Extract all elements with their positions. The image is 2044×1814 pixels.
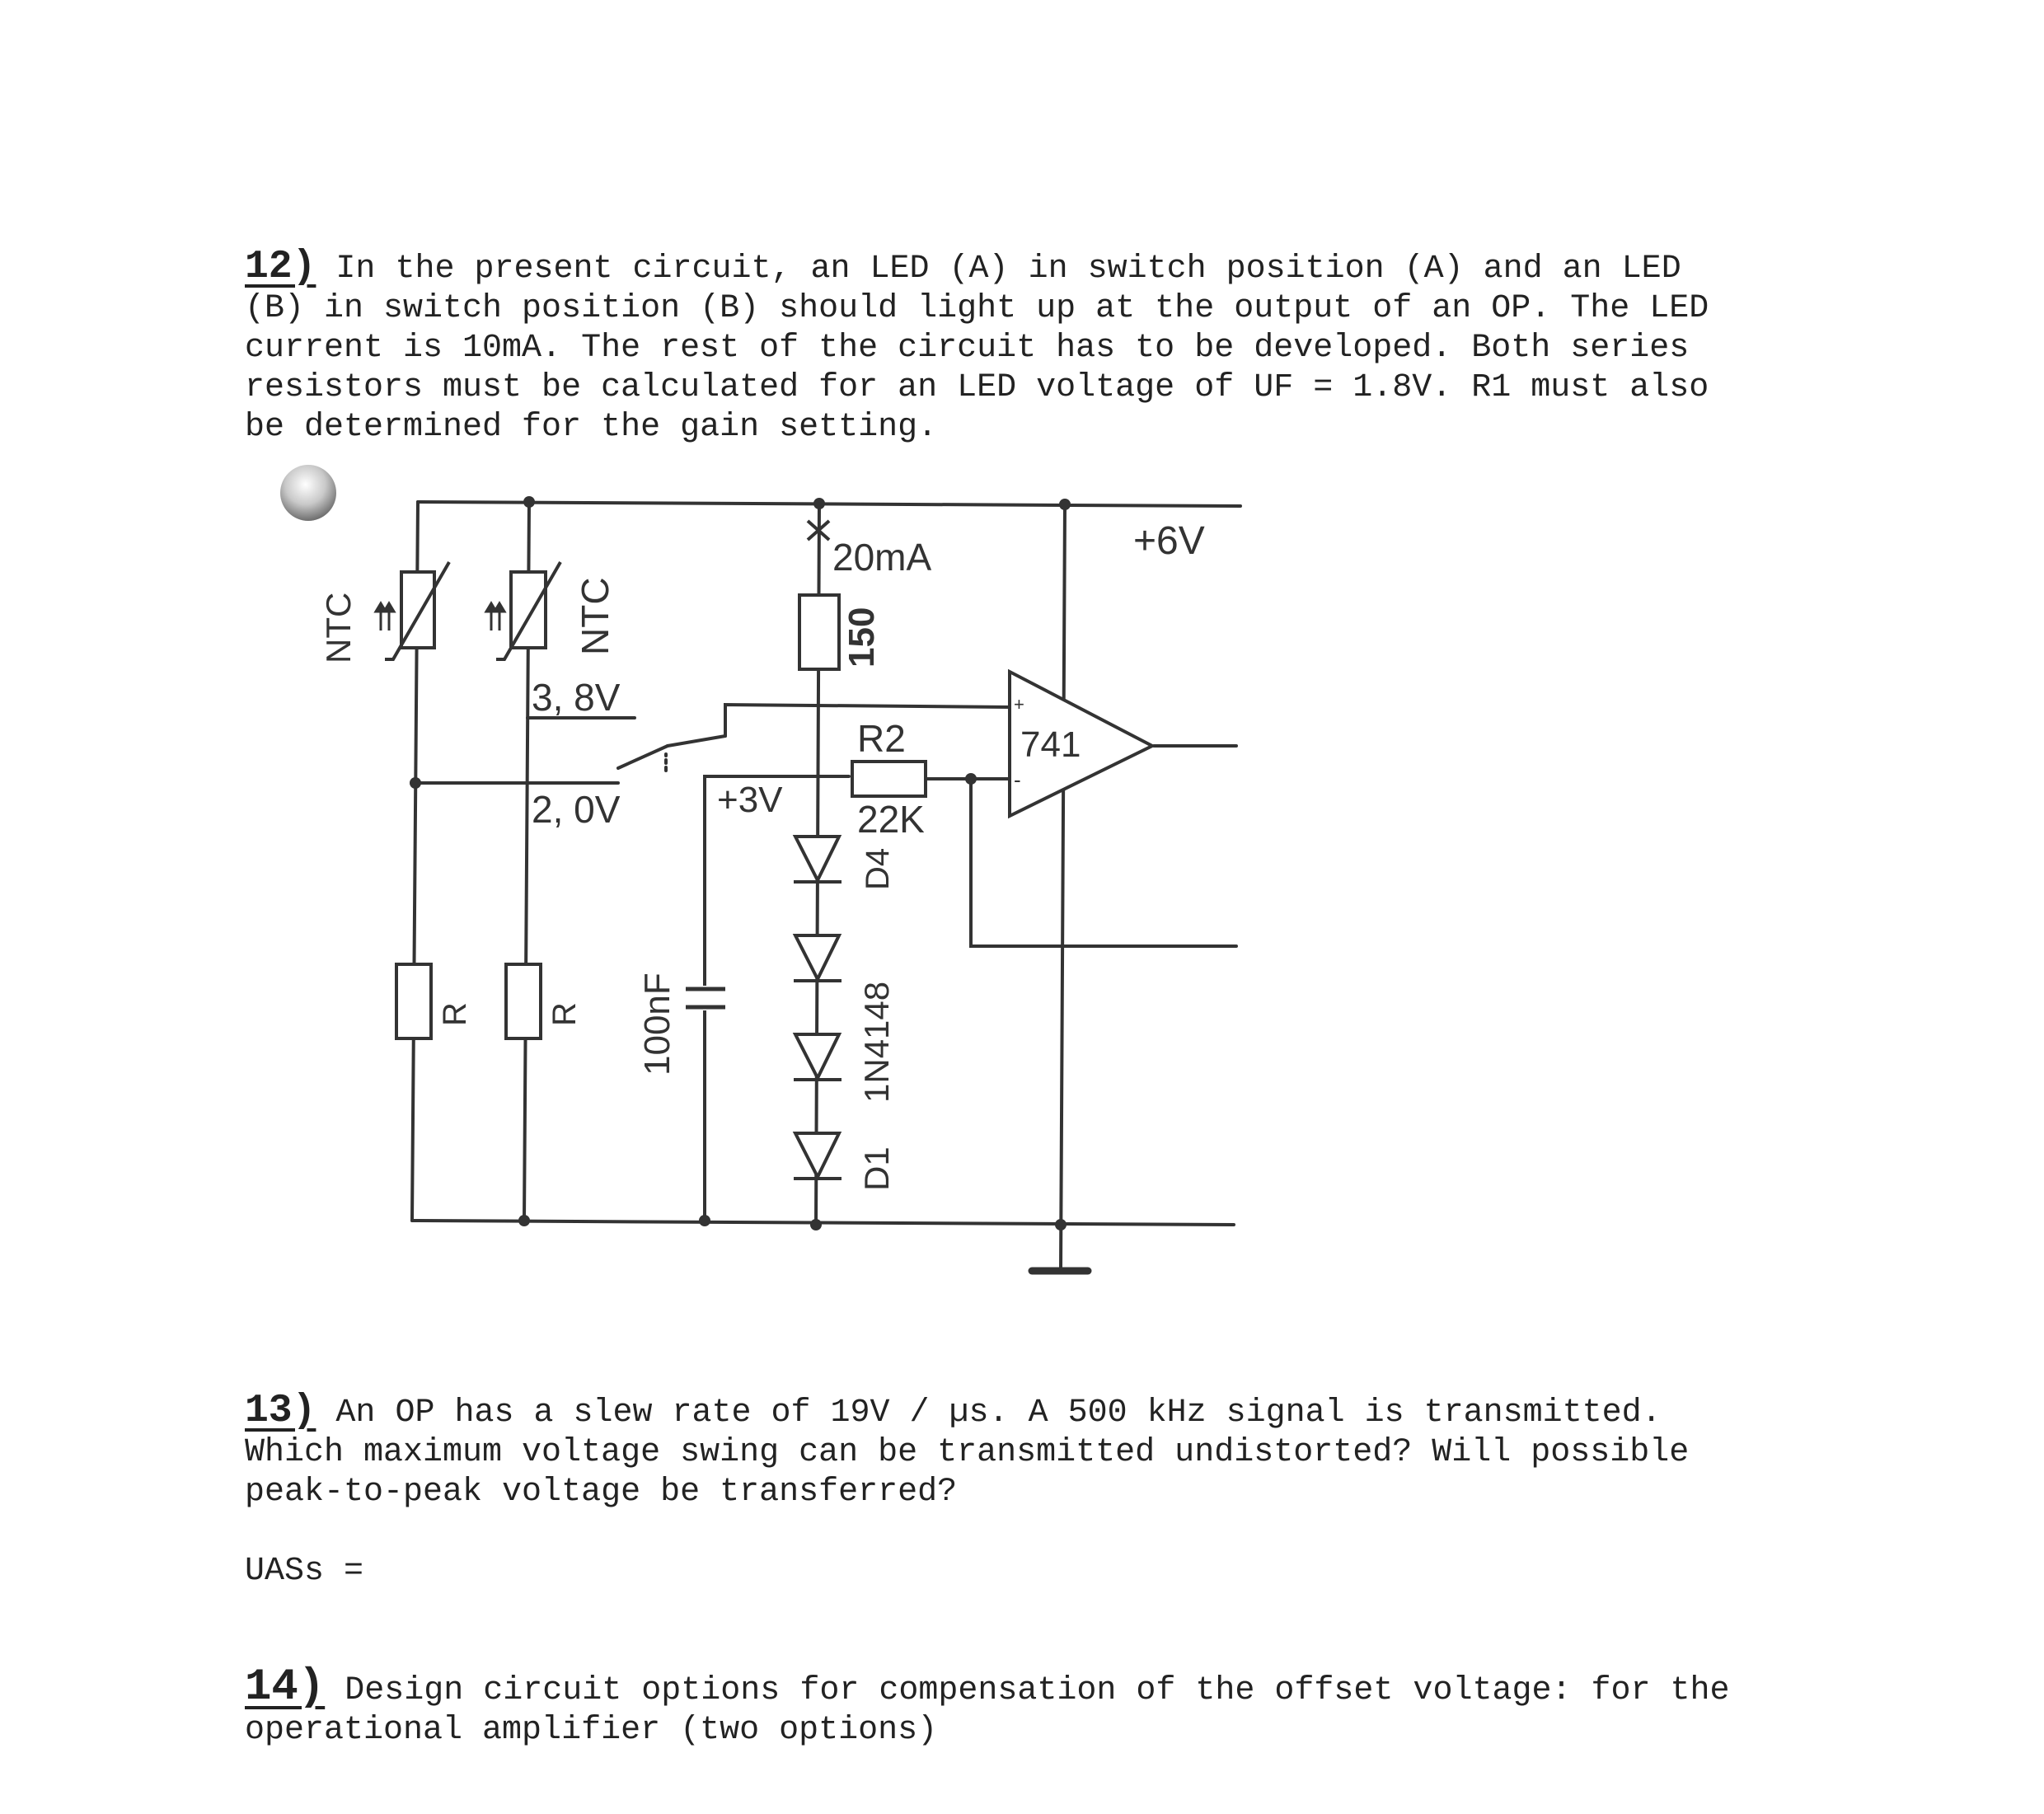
diode-d4 (794, 837, 842, 882)
question-13-line-3: peak-to-peak voltage be transferred? (245, 1474, 958, 1511)
junction-dot (810, 1219, 822, 1230)
switch-to-plus-wire (668, 736, 725, 746)
junction-dot (699, 1215, 710, 1226)
supply-vertical-wire (1061, 504, 1065, 1271)
bullet-ball-icon (280, 465, 336, 521)
resistor-r-right (506, 964, 541, 1038)
junction-dot (1059, 499, 1071, 510)
label-upper-voltage: 3, 8V (532, 676, 621, 719)
label-diode-d1: D1 (857, 1146, 896, 1191)
label-opamp-plus: + (1014, 694, 1024, 715)
question-13-line-1 (245, 1391, 1860, 1433)
light-arrow-icon (486, 603, 504, 630)
label-ntc-left: NTC (319, 592, 358, 663)
junction-dot (1055, 1219, 1067, 1230)
label-r-left: R (437, 1002, 473, 1026)
diode-d2 (794, 1034, 842, 1080)
label-reference-voltage: +3V (717, 780, 783, 820)
resistor-150 (799, 595, 839, 669)
question-13-line-2: Which maximum voltage swing can be transmitted undistorted? Will possible (245, 1434, 1690, 1471)
question-14-text-1: Design circuit options for compensation of the offset voltage: for the (325, 1672, 1730, 1709)
label-capacitor: 100nF (637, 973, 677, 1076)
junction-dot (523, 496, 535, 508)
question-12-line-2: (B) in switch position (B) should light up at the output of an OP. The LED (245, 290, 1709, 327)
diode-d3 (794, 935, 842, 981)
label-r2-value: 22K (857, 798, 925, 841)
circuit-diagram (239, 453, 1269, 1319)
question-14-line-2: operational amplifier (two options) (245, 1712, 938, 1749)
bottom-rail-wire (412, 1221, 1234, 1225)
answer-label: UASs = (245, 1553, 364, 1590)
resistor-r2 (852, 762, 926, 796)
question-13-text-1: An OP has a slew rate of 19V / µs. A 500 kHz signal is transmitted. (316, 1394, 1662, 1432)
question-12-text-1: In the present circuit, an LED (A) in switch position (A) and an LED (316, 251, 1681, 288)
light-arrow-icon (376, 603, 394, 630)
question-14-number: 14) (245, 1662, 326, 1713)
label-r-right: R (546, 1002, 583, 1026)
label-ntc-right: NTC (574, 577, 616, 655)
question-12 (245, 247, 1860, 448)
question-13-number: 13) (245, 1389, 316, 1433)
label-diode-d4: D4 (860, 847, 896, 890)
question-13 (245, 1391, 1860, 1512)
resistor-r-left (396, 964, 431, 1038)
question-14 (245, 1662, 1860, 1751)
question-12-number: 12) (245, 245, 316, 289)
question-12-line-5: be determined for the gain setting. (245, 409, 938, 446)
question-12-line-3: current is 10mA. The rest of the circuit has to be developed. Both series (245, 330, 1690, 367)
switch-arm (618, 746, 668, 768)
diode-d1 (794, 1133, 842, 1179)
label-diode-type: 1N4148 (857, 981, 896, 1103)
label-r150: 150 (842, 607, 882, 668)
label-lower-voltage: 2, 0V (532, 788, 621, 831)
question-14-line-1 (245, 1662, 1860, 1713)
label-supply-voltage: +6V (1133, 519, 1205, 563)
junction-dot (965, 773, 977, 785)
question-12-line-4: resistors must be calculated for an LED voltage of UF = 1.8V. R1 must also (245, 369, 1709, 406)
junction-dot (410, 777, 421, 789)
label-current: 20mA (832, 536, 932, 579)
top-rail-wire (418, 502, 1240, 506)
label-r2-name: R2 (857, 717, 906, 760)
question-12-line-1 (245, 247, 1860, 289)
label-opamp-minus: - (1014, 767, 1021, 792)
junction-dot (813, 498, 825, 509)
label-opamp: 741 (1020, 724, 1081, 765)
junction-dot (518, 1215, 530, 1226)
capacitor-100nf (686, 986, 725, 1010)
